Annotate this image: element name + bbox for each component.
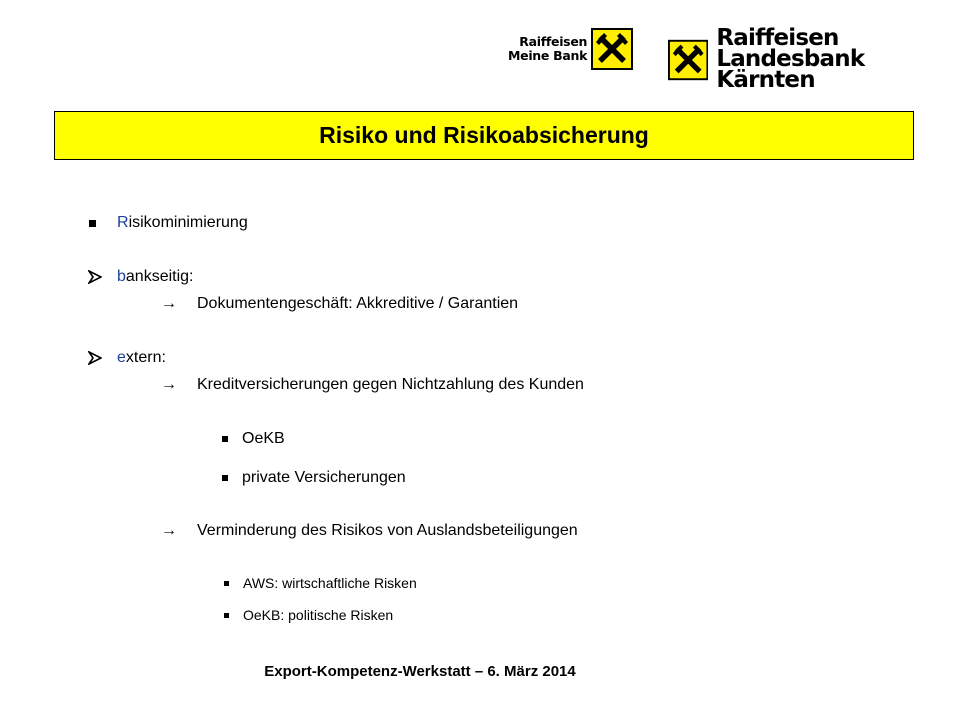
square-bullet-icon	[222, 475, 228, 481]
square-bullet-icon	[89, 220, 96, 227]
raiffeisen-logo-icon	[668, 39, 708, 81]
sub-sub-item-aws	[224, 575, 417, 591]
sub-sub-item-text: AWS: wirtschaftliche Risken	[243, 575, 417, 591]
bullet-risk-minimization	[89, 214, 248, 232]
slide-title: Risiko und Risikoabsicherung	[54, 111, 914, 160]
right-arrow-icon: →	[161, 295, 177, 312]
sub-item-risk-reduction	[161, 522, 578, 540]
sub-item-text: Kreditversicherungen gegen Nichtzahlung des Kunden	[197, 376, 584, 393]
sub-item-text: Verminderung des Risikos von Auslandsbeteiligungen	[197, 522, 578, 539]
square-bullet-icon	[224, 613, 229, 618]
bullet-text	[117, 214, 248, 232]
sub-sub-item-text: OeKB: politische Risken	[243, 607, 394, 623]
bullet-external	[88, 349, 166, 367]
bullet-text-rest: isikominimierung	[128, 214, 248, 231]
sub-sub-item-text: OeKB	[242, 430, 285, 447]
sub-sub-item-oekb	[222, 430, 285, 448]
right-arrow-icon: →	[161, 522, 177, 539]
raiffeisen-meine-bank-logo	[508, 28, 633, 70]
sub-item-credit-insurance	[161, 376, 584, 394]
bullet-text	[117, 268, 194, 286]
bullet-bank-side	[88, 268, 194, 286]
logo-small-text	[508, 35, 587, 63]
logo-small-line1: Raiffeisen	[519, 34, 588, 49]
sub-item-text: Dokumentengeschäft: Akkreditive / Garantien	[197, 295, 519, 312]
sub-sub-item-oekb-political	[224, 607, 393, 623]
accent-letter: e	[117, 349, 126, 366]
square-bullet-icon	[222, 436, 228, 442]
accent-letter: R	[117, 214, 129, 231]
sub-item-documents	[161, 295, 518, 313]
sub-sub-item-text: private Versicherungen	[242, 469, 406, 486]
sub-sub-item-private	[222, 469, 406, 487]
accent-letter: b	[117, 268, 126, 285]
arrowhead-bullet-icon	[88, 351, 102, 365]
slide-footer: Export-Kompetenz-Werkstatt – 6. März 2014	[264, 663, 576, 680]
arrowhead-bullet-icon	[88, 270, 102, 284]
raiffeisen-landesbank-logo	[668, 25, 960, 93]
raiffeisen-logo-icon	[591, 28, 633, 70]
logo-big-line2: Landesbank Kärnten	[716, 46, 865, 93]
logo-big-text	[716, 25, 960, 93]
right-arrow-icon: →	[161, 376, 177, 393]
bullet-text-rest: xtern:	[125, 349, 166, 366]
logo-small-line2: Meine Bank	[508, 48, 588, 63]
square-bullet-icon	[224, 581, 229, 586]
bullet-text	[117, 349, 166, 367]
logo-big-line1: Raiffeisen	[716, 25, 839, 51]
bullet-text-rest: ankseitig:	[125, 268, 194, 285]
